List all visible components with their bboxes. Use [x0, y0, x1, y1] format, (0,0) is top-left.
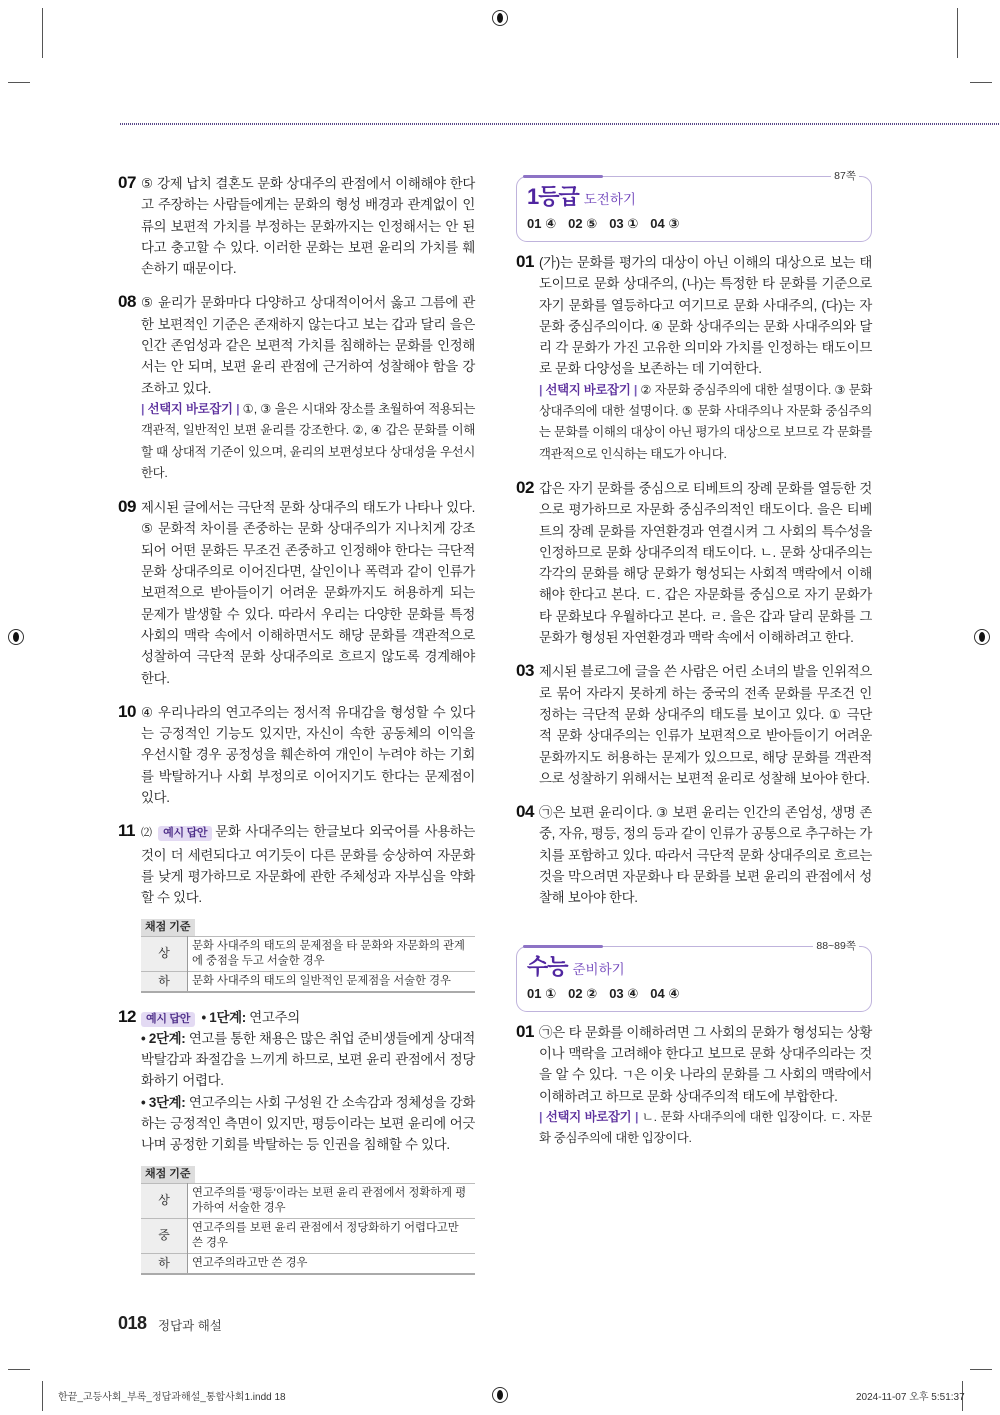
registration-mark-icon	[492, 1387, 508, 1403]
scoring-criteria	[141, 917, 475, 993]
table-row	[141, 971, 475, 992]
answer-07	[118, 173, 475, 279]
answer-11	[118, 821, 475, 908]
explanation-text: ⑤ 윤리가 문화마다 다양하고 상대적이어서 옳고 그름에 관한 보편적인 기준은 존재하지 않는다고 보는 갑과 달리 을은 인간 존엄성과 같은 보편적 가치를 침해하는 문화를 인정해서는 안 되며, 보편 윤리 관점에 근거하여 성찰해야 함을 강조하고 있다.	[141, 295, 475, 396]
crop-mark	[957, 8, 958, 58]
grade: 상	[141, 1183, 188, 1218]
explanation-text: 제시된 블로그에 글을 쓴 사람은 어린 소녀의 발을 인위적으로 묶어 자라지 못하게 하는 중국의 전족 문화를 무조건 인정하는 극단적 문화 상대주의 태도를 보이고 있다. ① 극단적 문화 상대주의는 인류가 보편적으로 받아들이기 어려운 문화까지도 허용하는 문제가 있으므로, 해당 문화를 객관적으로 성찰하기 위해서는 보편적 윤리로 성찰해 보아야 한다.	[539, 664, 872, 786]
question-number: 10	[118, 701, 136, 721]
section-title-main: 1등급	[527, 184, 579, 209]
choice-correction-note	[516, 1107, 872, 1150]
footer-title: 정답과 해설	[158, 1319, 222, 1333]
grade: 하	[141, 971, 188, 992]
section-header-suneung	[516, 939, 872, 1012]
answer-key-item: 04 ③	[650, 216, 680, 231]
crop-mark	[42, 1381, 43, 1411]
scoring-criteria-table	[141, 936, 475, 993]
sample-answer-text: 문화 사대주의는 한글보다 외국어를 사용하는 것이 더 세련되다고 여기듯이 다른 문화를 숭상하여 자문화를 낮게 평가하므로 자문화에 관한 주체성과 자부심을 약화할 수 있다.	[141, 824, 476, 906]
crop-mark	[970, 1369, 992, 1370]
choice-correction-note	[118, 399, 475, 484]
question-number: 02	[516, 477, 534, 497]
answer-key-item: 02 ②	[568, 985, 598, 1001]
crop-mark	[970, 82, 992, 83]
explanation-text: (가)는 문화를 평가의 대상이 아닌 이해의 대상으로 보는 태도이므로 문화 상대주의, (나)는 특정한 타 문화를 기준으로 자기 문화를 열등하다고 여기므로 문화 사대주의, (다)는 자문화 중심주의이다. ④ 문화 상대주의는 문화 사대주의와 달리 각 문화가 가진 고유한 의미와 가치를 인정하는 태도이므로 문화 다양성을 보존하는 데 기여한다.	[539, 255, 872, 377]
print-slug-datetime: 2024-11-07 오후 5:51:37	[856, 1392, 965, 1403]
explanation-text: ㉠은 타 문화를 이해하려면 그 사회의 문화가 형성되는 상황이나 맥락을 고려해야 한다고 보므로 문화 상대주의라는 것을 알 수 있다. ㄱ은 이웃 나라의 문화를 그 사회의 맥락에서 이해하려고 하므로 문화 상대주의적 태도에 부합한다.	[539, 1024, 872, 1104]
section-subtitle: 도전하기	[583, 192, 636, 207]
criteria-desc: 연고주의를 보편 윤리 관점에서 정당화하기 어렵다고만 쓴 경우	[188, 1218, 476, 1253]
question-number: 01	[516, 252, 534, 271]
section-title-main: 수능	[527, 953, 568, 979]
criteria-desc: 문화 사대주의 태도의 일반적인 문제점을 서술한 경우	[188, 971, 476, 992]
step-3	[118, 1092, 475, 1156]
table-row	[141, 1218, 475, 1253]
sub-question: ⑵	[141, 827, 154, 840]
scoring-criteria	[141, 1164, 475, 1275]
answer-08	[118, 292, 475, 484]
explanation-text: ⑤ 강제 납치 결혼도 문화 상대주의 관점에서 이해해야 한다고 주장하는 사람들에게는 문화의 형성 배경과 관계없이 인류의 보편적 가치를 부정하는 문화까지는 인정해서는 안 된다고 충고할 수 있다. 이러한 문화는 보편 윤리의 가치를 훼손하기 때문이다.	[141, 176, 475, 277]
grade: 하	[141, 1253, 188, 1274]
step-label: • 2단계:	[141, 1030, 186, 1046]
page-footer	[0, 1313, 1000, 1413]
section-subtitle: 준비하기	[572, 961, 625, 977]
page-reference: 87쪽	[831, 170, 859, 182]
explanation-text: ④ 우리나라의 연고주의는 정서적 유대감을 형성할 수 있다는 긍정적인 기능도 있지만, 자신이 속한 공동체의 이익을 우선시할 경우 공정성을 훼손하여 개인이 누려야 하는 기회를 박탈하거나 사회 부정의로 이어지기도 한다는 문제점이 있다.	[141, 704, 475, 806]
step-text: 연고주의	[249, 1009, 300, 1025]
question-number: 07	[118, 173, 136, 192]
answer-key-item: 03 ①	[609, 216, 639, 231]
step-text: 연고주의는 사회 구성원 간 소속감과 정체성을 강화하는 긍정적인 측면이 있지만, 평등이라는 보편 윤리에 어긋나며 공정한 기회를 박탈하는 등 인권을 침해할 수 있다.	[141, 1094, 476, 1153]
print-slug-file: 한끝_고등사회_부록_정답과해설_통합사회1.indd 18	[58, 1392, 286, 1403]
section-header-1grade	[516, 170, 872, 242]
grade: 중	[141, 1218, 188, 1253]
registration-mark-icon	[8, 629, 24, 645]
note-text: ①, ③ 을은 시대와 장소를 초월하여 적용되는 객관적, 일반적인 보편 윤리를 강조한다. ②, ④ 갑은 문화를 이해할 때 상대적 기준이 있으며, 윤리의 보편성보다 상대성을 우선시한다.	[141, 401, 476, 480]
question-number: 01	[516, 1021, 534, 1041]
header-dotted-rule	[120, 123, 1000, 125]
sample-answer-badge: 예시 답안	[158, 826, 212, 841]
answer-r1-02	[516, 478, 872, 648]
page-reference: 88~89쪽	[813, 940, 859, 952]
step-2	[118, 1028, 475, 1092]
right-column	[516, 170, 873, 1162]
answer-09	[118, 497, 475, 689]
answer-12	[118, 1007, 475, 1156]
question-number: 08	[118, 292, 136, 312]
step-text: 연고를 통한 채용은 많은 취업 준비생들에게 상대적 박탈감과 좌절감을 느끼게 하므로, 보편 윤리 관점에서 정당화하기 어렵다.	[141, 1030, 476, 1089]
answer-r2-01	[516, 1022, 872, 1150]
note-text: ㄴ. 문화 사대주의에 대한 입장이다. ㄷ. 자문화 중심주의에 대한 입장이다.	[539, 1109, 873, 1146]
answer-r1-03	[516, 661, 872, 789]
answer-key-item: 02 ⑤	[568, 216, 598, 231]
criteria-desc: 문화 사대주의 태도의 문제점을 타 문화와 자문화의 관계에 중점을 두고 서술한 경우	[188, 936, 476, 971]
explanation-text: ㉠은 보편 윤리이다. ③ 보편 윤리는 인간의 존엄성, 생명 존중, 자유, 평등, 정의 등과 같이 인류가 공통으로 추구하는 가치를 포함하고 있다. 따라서 극단적 문화 상대주의로 흐르는 것을 막으려면 자문화나 타 문화를 보편 윤리의 관점에서 성찰해 보아야 한다.	[539, 805, 872, 906]
criteria-title: 채점 기준	[141, 919, 195, 936]
answer-r1-01	[516, 252, 872, 465]
choice-correction-label: | 선택지 바로잡기 |	[141, 402, 243, 416]
left-column	[118, 173, 475, 1289]
header-tab	[523, 175, 603, 178]
answer-key-item: 01 ④	[527, 216, 557, 231]
table-row	[141, 1183, 475, 1218]
answer-key	[527, 984, 861, 1004]
explanation-text	[118, 821, 475, 908]
answer-r1-04	[516, 802, 872, 908]
question-number: 04	[516, 802, 534, 822]
question-number: 11	[118, 821, 135, 841]
step-label: • 1단계:	[201, 1009, 246, 1025]
criteria-title: 채점 기준	[141, 1166, 195, 1183]
choice-correction-label: | 선택지 바로잡기 |	[539, 1110, 642, 1124]
scoring-criteria-table	[141, 1183, 475, 1275]
page-number: 018	[118, 1313, 147, 1333]
section-title	[527, 953, 861, 984]
answer-key	[527, 214, 861, 234]
crop-mark	[42, 8, 43, 58]
grade: 상	[141, 936, 188, 971]
choice-correction-note	[516, 380, 872, 465]
explanation-text: 갑은 자기 문화를 중심으로 티베트의 장례 문화를 열등한 것으로 평가하므로 자문화 중심주의적인 태도이다. 을은 티베트의 장례 문화를 자연환경과 연결시켜 그 사회의 특수성을 인정하므로 문화 상대주의적 태도이다. ㄴ. 문화 상대주의는 각각의 문화를 해당 문화가 형성되는 사회적 맥락에서 이해해야 한다고 본다. ㄷ. 갑은 자문화를 중심으로 자기 문화가 타 문화보다 우월하다고 본다. ㄹ. 을은 갑과 달리 문화를 그 문화가 형성된 자연환경과 맥락 속에서 이해하려고 한다.	[539, 480, 872, 646]
explanation-text: 제시된 글에서는 극단적 문화 상대주의 태도가 나타나 있다. ⑤ 문화적 차이를 존중하는 문화 상대주의가 지나치게 강조되어 어떤 문화든 무조건 존중하고 인정해야 한다는 극단적 문화 상대주의로 이어진다면, 살인이나 폭력과 같이 인류가 보편적으로 받아들이기 어려운 문화까지도 허용하게 되는 문제가 발생할 수 있다. 따라서 우리는 다양한 문화를 특정 사회의 맥락 속에서 이해하면서도 해당 문화를 객관적으로 성찰하여 극단적 문화 상대주의로 흐르지 않도록 경계해야 한다.	[141, 500, 475, 686]
registration-mark-icon	[492, 10, 508, 26]
answer-key-item: 01 ①	[527, 985, 557, 1001]
question-number: 12	[118, 1006, 136, 1026]
question-number: 03	[516, 661, 534, 681]
header-tab	[523, 945, 603, 948]
criteria-desc: 연고주의를 '평등'이라는 보편 윤리 관점에서 정확하게 평가하여 서술한 경우	[188, 1183, 476, 1218]
answer-key-item: 04 ④	[650, 985, 680, 1001]
table-row	[141, 936, 475, 971]
answer-key-item: 03 ④	[609, 985, 639, 1001]
criteria-desc: 연고주의라고만 쓴 경우	[188, 1253, 476, 1274]
choice-correction-label: | 선택지 바로잡기 |	[539, 383, 640, 397]
section-title	[527, 183, 861, 214]
sample-answer-badge: 예시 답안	[141, 1012, 195, 1027]
answer-10	[118, 702, 475, 808]
step-label: • 3단계:	[141, 1094, 186, 1110]
note-text: ② 자문화 중심주의에 대한 설명이다. ③ 문화 상대주의에 대한 설명이다. ⑤ 문화 사대주의나 자문화 중심주의는 문화를 이해의 대상이 아닌 평가의 대상으로 보므로 각 문화를 객관적으로 인식하는 태도가 아니다.	[539, 382, 873, 461]
step-1	[118, 1007, 475, 1028]
crop-mark	[8, 82, 30, 83]
table-row	[141, 1253, 475, 1274]
crop-mark	[8, 1369, 30, 1370]
question-number: 09	[118, 497, 136, 517]
registration-mark-icon	[974, 629, 990, 645]
